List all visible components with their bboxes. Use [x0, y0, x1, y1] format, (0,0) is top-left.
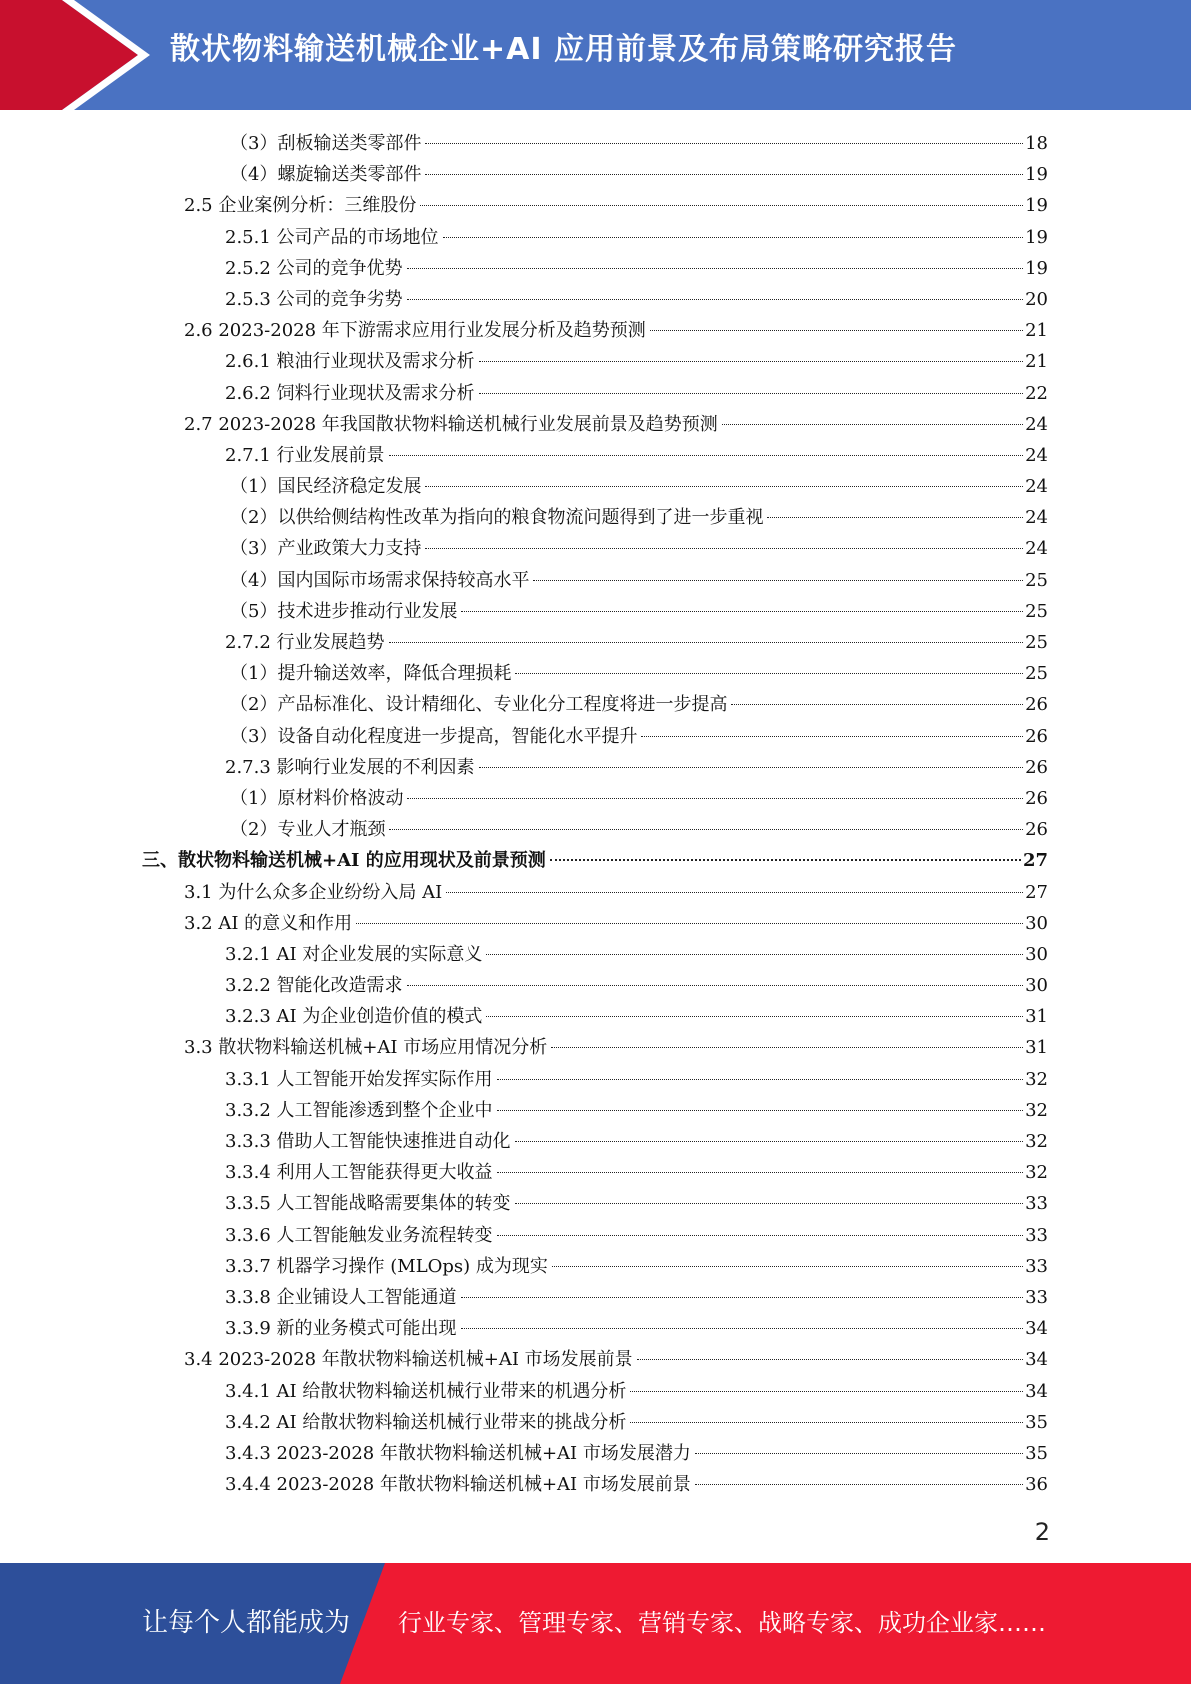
toc-entry[interactable]	[0, 409, 1048, 440]
toc-entry-title: 3.3.5 人工智能战略需要集体的转变	[225, 1193, 511, 1215]
toc-entry[interactable]	[0, 783, 1048, 814]
toc-leader-dots	[479, 361, 1024, 362]
toc-entry-title: （5）技术进步推动行业发展	[230, 600, 458, 622]
toc-entry-page: 24	[1025, 413, 1048, 435]
toc-leader-dots	[461, 611, 1023, 612]
toc-leader-dots	[515, 1141, 1024, 1142]
toc-entry-page: 35	[1025, 1442, 1048, 1464]
toc-entry-title: 3.3.1 人工智能开始发挥实际作用	[225, 1068, 493, 1090]
toc-entry-page: 26	[1025, 787, 1048, 809]
toc-leader-dots	[630, 1422, 1023, 1423]
toc-leader-dots	[425, 174, 1023, 175]
toc-entry-page: 30	[1025, 975, 1048, 997]
toc-entry[interactable]	[0, 1001, 1048, 1032]
toc-entry-title: （4）国内国际市场需求保持较高水平	[230, 569, 530, 591]
toc-entry-title: 3.3.2 人工智能渗透到整个企业中	[225, 1099, 493, 1121]
toc-entry[interactable]	[0, 908, 1048, 939]
toc-leader-dots	[497, 1079, 1024, 1080]
toc-leader-dots	[630, 1391, 1023, 1392]
toc-leader-dots	[731, 704, 1023, 705]
toc-entry-title: （4）螺旋输送类零部件	[230, 164, 422, 186]
toc-entry-page: 32	[1025, 1099, 1048, 1121]
toc-leader-dots	[446, 892, 1023, 893]
toc-entry[interactable]	[0, 190, 1048, 221]
toc-leader-dots	[389, 642, 1024, 643]
toc-entry[interactable]	[0, 346, 1048, 377]
toc-entry-title: 3.3.6 人工智能触发业务流程转变	[225, 1224, 493, 1246]
toc-entry-page: 21	[1025, 320, 1048, 342]
toc-leader-dots	[420, 205, 1023, 206]
toc-entry-title: 三、散状物料输送机械+AI 的应用现状及前景预测	[142, 850, 546, 872]
toc-entry-page: 22	[1025, 382, 1048, 404]
toc-entry[interactable]	[0, 1095, 1048, 1126]
toc-entry-page: 19	[1025, 195, 1048, 217]
toc-entry-title: 3.2.2 智能化改造需求	[225, 975, 403, 997]
toc-entry[interactable]	[0, 502, 1048, 533]
toc-entry[interactable]	[0, 159, 1048, 190]
toc-entry-page: 27	[1025, 881, 1048, 903]
toc-entry[interactable]	[0, 596, 1048, 627]
toc-entry-page: 32	[1025, 1068, 1048, 1090]
toc-entry-title: 2.7 2023-2028 年我国散状物料输送机械行业发展前景及趋势预测	[184, 413, 718, 435]
toc-leader-dots	[486, 954, 1023, 955]
toc-leader-dots	[407, 985, 1024, 986]
toc-entry[interactable]	[0, 128, 1048, 159]
toc-entry[interactable]	[0, 658, 1048, 689]
toc-leader-dots	[479, 767, 1024, 768]
toc-entry[interactable]	[0, 1251, 1048, 1282]
toc-entry-title: 3.4.3 2023-2028 年散状物料输送机械+AI 市场发展潜力	[225, 1442, 691, 1464]
toc-entry[interactable]	[0, 1438, 1048, 1469]
toc-entry-title: 3.4.2 AI 给散状物料输送机械行业带来的挑战分析	[225, 1411, 627, 1433]
header-banner	[0, 0, 1191, 110]
toc-entry-title: 3.3.9 新的业务模式可能出现	[225, 1318, 457, 1340]
toc-entry-page: 34	[1025, 1349, 1048, 1371]
toc-entry-page: 26	[1025, 756, 1048, 778]
toc-entry-page: 27	[1022, 850, 1048, 872]
toc-entry-page: 20	[1025, 288, 1048, 310]
toc-leader-dots	[641, 736, 1023, 737]
toc-entry-page: 30	[1025, 943, 1048, 965]
toc-entry[interactable]	[0, 1126, 1048, 1157]
toc-entry-title: （2）以供给侧结构性改革为指向的粮食物流问题得到了进一步重视	[230, 507, 764, 529]
toc-entry[interactable]	[0, 1032, 1048, 1063]
toc-leader-dots	[695, 1453, 1023, 1454]
toc-leader-dots	[389, 829, 1023, 830]
toc-leader-dots	[407, 798, 1023, 799]
toc-entry-title: 3.4.1 AI 给散状物料输送机械行业带来的机遇分析	[225, 1380, 627, 1402]
toc-entry-page: 26	[1025, 819, 1048, 841]
toc-entry-title: （2）产品标准化、设计精细化、专业化分工程度将进一步提高	[230, 694, 728, 716]
report-title: 散状物料输送机械企业+AI 应用前景及布局策略研究报告	[170, 32, 957, 67]
toc-entry-page: 18	[1025, 133, 1048, 154]
toc-entry[interactable]	[0, 1407, 1048, 1438]
toc-leader-dots	[407, 268, 1024, 269]
toc-entry-title: （2）专业人才瓶颈	[230, 819, 386, 841]
toc-entry[interactable]	[0, 877, 1048, 908]
toc-leader-dots	[389, 455, 1024, 456]
toc-entry-title: 2.6 2023-2028 年下游需求应用行业发展分析及趋势预测	[184, 320, 646, 342]
toc-entry-title: （3）产业政策大力支持	[230, 538, 422, 560]
toc-leader-dots	[425, 143, 1023, 144]
toc-entry-title: 2.5.2 公司的竞争优势	[225, 257, 403, 279]
toc-entry[interactable]	[0, 222, 1048, 253]
toc-entry-page: 25	[1025, 600, 1048, 622]
toc-entry[interactable]	[0, 1220, 1048, 1251]
toc-entry-page: 24	[1025, 507, 1048, 529]
toc-leader-dots	[552, 1266, 1023, 1267]
toc-leader-dots	[533, 580, 1023, 581]
toc-leader-dots	[407, 299, 1024, 300]
toc-entry-title: （3）设备自动化程度进一步提高，智能化水平提升	[230, 725, 638, 747]
toc-entry-title: 3.4 2023-2028 年散状物料输送机械+AI 市场发展前景	[184, 1349, 633, 1371]
toc-entry[interactable]	[0, 315, 1048, 346]
toc-entry[interactable]	[0, 721, 1048, 752]
toc-leader-dots	[767, 517, 1023, 518]
toc-entry-title: 2.6.2 饲料行业现状及需求分析	[225, 382, 475, 404]
toc-entry-page: 21	[1025, 351, 1048, 373]
toc-entry-page: 34	[1025, 1318, 1048, 1340]
toc-entry-title: （1）国民经济稳定发展	[230, 476, 422, 498]
toc-entry[interactable]	[0, 440, 1048, 471]
toc-leader-dots	[722, 424, 1023, 425]
toc-entry[interactable]	[0, 1469, 1048, 1500]
toc-entry-page: 24	[1025, 476, 1048, 498]
toc-entry-page: 24	[1025, 444, 1048, 466]
toc-entry-page: 31	[1025, 1037, 1048, 1059]
toc-entry-page: 35	[1025, 1411, 1048, 1433]
toc-entry-title: 3.3.8 企业铺设人工智能通道	[225, 1286, 457, 1308]
toc-entry[interactable]	[0, 1064, 1048, 1095]
toc-entry-title: 2.5.1 公司产品的市场地位	[225, 226, 439, 248]
toc-leader-dots	[650, 330, 1023, 331]
toc-entry-page: 25	[1025, 632, 1048, 653]
toc-entry[interactable]	[0, 284, 1048, 315]
page-number: 2	[1034, 1518, 1050, 1546]
toc-entry[interactable]	[0, 939, 1048, 970]
toc-entry-title: 2.5 企业案例分析：三维股份	[184, 195, 417, 217]
toc-entry[interactable]	[0, 970, 1048, 1001]
toc-entry-title: 3.3.3 借助人工智能快速推进自动化	[225, 1131, 511, 1152]
toc-leader-dots	[461, 1297, 1024, 1298]
toc-entry-page: 30	[1025, 912, 1048, 934]
toc-entry-page: 34	[1025, 1380, 1048, 1402]
toc-entry-title: 2.7.1 行业发展前景	[225, 444, 385, 466]
toc-leader-dots	[356, 923, 1023, 924]
toc-leader-dots	[443, 237, 1024, 238]
toc-entry-title: 3.3.7 机器学习操作 (MLOps) 成为现实	[225, 1255, 548, 1277]
toc-entry[interactable]	[0, 1282, 1048, 1313]
toc-entry-title: 2.5.3 公司的竞争劣势	[225, 288, 403, 310]
toc-entry-page: 33	[1025, 1286, 1048, 1308]
toc-leader-dots	[479, 393, 1024, 394]
toc-entry-title: 3.2 AI 的意义和作用	[184, 912, 353, 934]
footer-banner	[0, 1563, 1191, 1684]
toc-entry-page: 24	[1025, 538, 1048, 560]
toc-leader-dots	[497, 1110, 1024, 1111]
toc-leader-dots	[461, 1328, 1024, 1329]
toc-entry-title: 3.2.1 AI 对企业发展的实际意义	[225, 943, 483, 965]
toc-entry-page: 19	[1025, 257, 1048, 279]
toc-entry-title: 3.3.4 利用人工智能获得更大收益	[225, 1162, 493, 1184]
toc-entry-page: 33	[1025, 1193, 1048, 1215]
toc-entry[interactable]	[0, 1157, 1048, 1188]
toc-entry-page: 26	[1025, 694, 1048, 716]
toc-entry-page: 25	[1025, 663, 1048, 685]
footer-slogan-left: 让每个人都能成为	[142, 1608, 351, 1638]
toc-entry-page: 33	[1025, 1255, 1048, 1277]
toc-leader-dots	[515, 1203, 1024, 1204]
table-of-contents	[0, 128, 1191, 1500]
toc-entry[interactable]	[0, 752, 1048, 783]
toc-entry-page: 33	[1025, 1224, 1048, 1246]
toc-entry[interactable]	[0, 1188, 1048, 1219]
toc-entry-page: 25	[1025, 569, 1048, 591]
header-arrow-shape	[0, 0, 150, 110]
toc-leader-dots	[497, 1235, 1024, 1236]
toc-entry-page: 26	[1025, 725, 1048, 747]
toc-entry-title: 2.7.2 行业发展趋势	[225, 632, 385, 653]
toc-entry[interactable]	[0, 378, 1048, 409]
toc-entry-page: 32	[1025, 1131, 1048, 1152]
toc-entry-page: 19	[1025, 226, 1048, 248]
toc-leader-dots	[425, 486, 1023, 487]
toc-entry-title: 2.6.1 粮油行业现状及需求分析	[225, 351, 475, 373]
toc-entry[interactable]	[0, 533, 1048, 564]
toc-entry[interactable]	[0, 627, 1048, 658]
toc-entry[interactable]	[0, 1344, 1048, 1375]
toc-entry-page: 32	[1025, 1162, 1048, 1184]
toc-entry[interactable]	[0, 1376, 1048, 1407]
toc-leader-dots	[515, 673, 1023, 674]
toc-leader-dots	[425, 548, 1023, 549]
toc-leader-dots	[637, 1359, 1023, 1360]
toc-entry-page: 19	[1025, 164, 1048, 186]
toc-leader-dots	[550, 859, 1021, 861]
toc-entry-title: （1）提升输送效率，降低合理损耗	[230, 663, 512, 685]
toc-entry-title: （1）原材料价格波动	[230, 787, 404, 809]
toc-entry-title: 3.3 散状物料输送机械+AI 市场应用情况分析	[184, 1037, 548, 1059]
toc-entry[interactable]	[0, 689, 1048, 720]
toc-entry-page: 36	[1025, 1474, 1048, 1496]
toc-entry[interactable]	[0, 471, 1048, 502]
toc-leader-dots	[695, 1484, 1023, 1485]
toc-entry-page: 31	[1025, 1006, 1048, 1028]
footer-slogan-right: 行业专家、管理专家、营销专家、战略专家、成功企业家……	[398, 1609, 1046, 1637]
toc-entry-title: 2.7.3 影响行业发展的不利因素	[225, 756, 475, 778]
toc-leader-dots	[486, 1016, 1023, 1017]
toc-entry-title: （3）刮板输送类零部件	[230, 133, 422, 154]
toc-entry[interactable]	[0, 1313, 1048, 1344]
toc-entry-title: 3.4.4 2023-2028 年散状物料输送机械+AI 市场发展前景	[225, 1474, 691, 1496]
toc-entry-title: 3.1 为什么众多企业纷纷入局 AI	[184, 881, 443, 903]
toc-entry[interactable]	[0, 814, 1048, 845]
toc-entry[interactable]	[0, 253, 1048, 284]
toc-entry-title: 3.2.3 AI 为企业创造价值的模式	[225, 1006, 483, 1028]
toc-entry[interactable]	[0, 845, 1048, 876]
toc-leader-dots	[497, 1172, 1024, 1173]
toc-leader-dots	[551, 1047, 1023, 1048]
toc-entry[interactable]	[0, 565, 1048, 596]
